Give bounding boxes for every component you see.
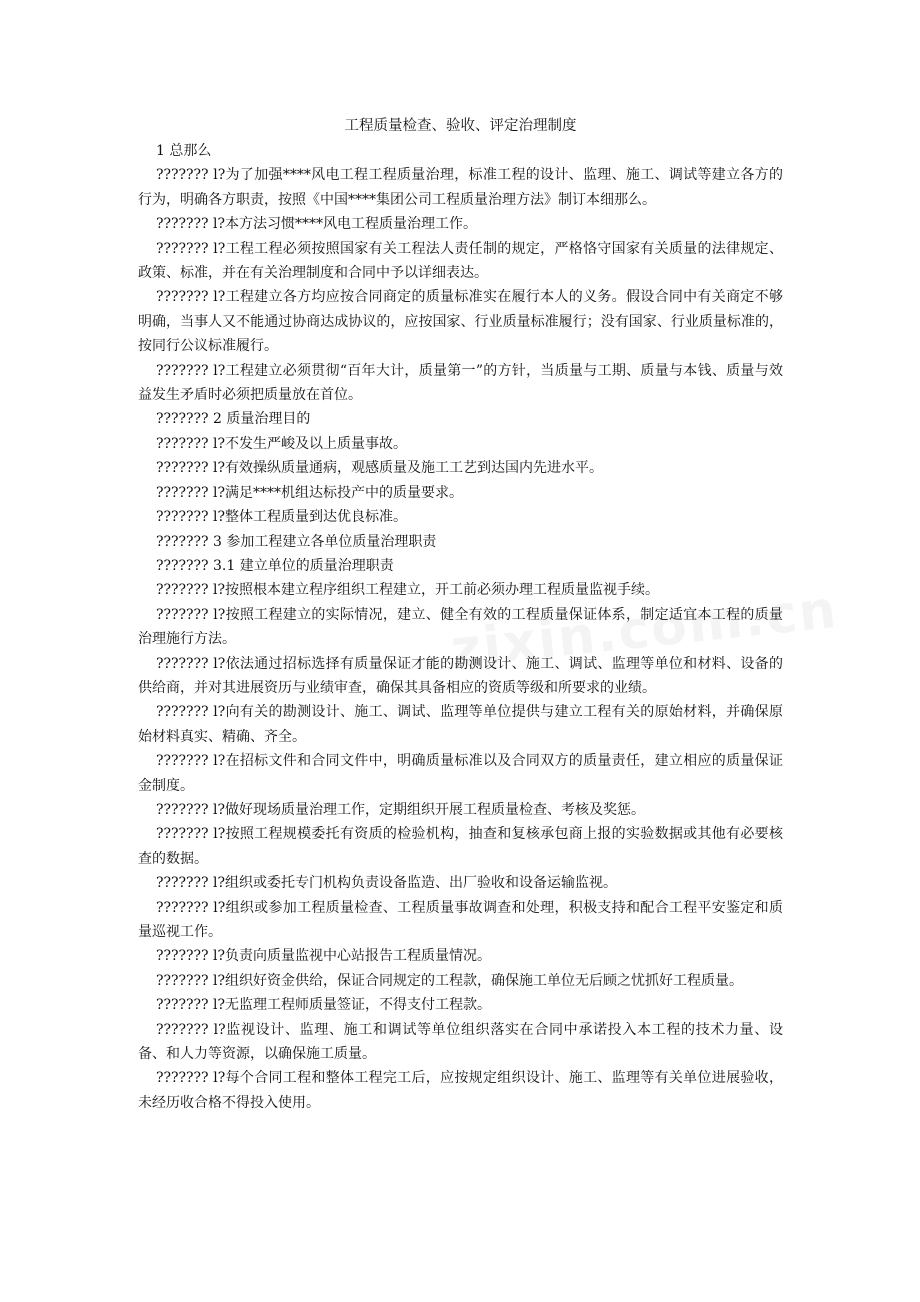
paragraph: ??????? 2 质量治理目的 bbox=[156, 411, 311, 428]
paragraph: ??????? l?在招标文件和合同文件中，明确质量标准以及合同双方的质量责任，建立相应的质量保证金制度。 bbox=[138, 753, 783, 794]
paragraph: ??????? l?不发生严峻及以上质量事故。 bbox=[156, 435, 407, 452]
paragraph: ??????? l?满足****机组达标投产中的质量要求。 bbox=[156, 484, 463, 501]
paragraph: ??????? l?工程工程必须按照国家有关工程法人责任制的规定，严格恪守国家有关质量的法律规定、政策、标准，并在有关治理制度和合同中予以详细表达。 bbox=[138, 240, 783, 282]
paragraph: ??????? l?本方法习惯****风电工程质量治理工作。 bbox=[156, 216, 477, 233]
paragraph: 1 总那么 bbox=[156, 143, 212, 159]
paragraph: ??????? l?按照工程建立的实际情况，建立、健全有效的工程质量保证体系，制定适宜本工程的质量治理施行方法。 bbox=[138, 606, 783, 648]
paragraph: ??????? l?按照根本建立程序组织工程建立，开工前必须办理工程质量监视手续。 bbox=[156, 582, 659, 599]
paragraph: ??????? l?组织或委托专门机构负责设备监造、出厂验收和设备运输监视。 bbox=[156, 875, 617, 892]
paragraph: ??????? l?有效操纵质量通病，观感质量及施工工艺到达国内先进水平。 bbox=[156, 460, 603, 477]
paragraph: ??????? l?依法通过招标选择有质量保证才能的勘测设计、施工、调试、监理等单位和材料、设备的供给商，并对其进展资历与业绩审查，确保其具备相应的资质等级和所要求的业绩。 bbox=[138, 655, 783, 696]
paragraph: ??????? l?组织好资金供给，保证合同规定的工程款，确保施工单位无后顾之忧抓好工程质量。 bbox=[156, 972, 743, 989]
paragraph: ??????? 3 参加工程建立各单位质量治理职责 bbox=[156, 533, 437, 550]
paragraph: ??????? l?组织或参加工程质量检查、工程质量事故调查和处理，积极支持和配合工程平安鉴定和质量巡视工作。 bbox=[138, 899, 783, 940]
paragraph: ??????? l?按照工程规模委托有资质的检验机构，抽查和复核承包商上报的实验数据或其他有必要核查的数据。 bbox=[138, 826, 783, 867]
document-body bbox=[138, 139, 783, 1115]
document-title: 工程质量检查、验收、评定治理制度 bbox=[344, 118, 577, 134]
paragraph: ??????? l?做好现场质量治理工作，定期组织开展工程质量检查、考核及奖惩。 bbox=[156, 801, 645, 818]
paragraph: ??????? l?工程建立各方均应按合同商定的质量标准实在履行本人的义务。假设合同中有关商定不够明确，当事人又不能通过协商达成协议的，应按国家、行业质量标准履行；没有国家、行业质量标准的，按同行公议标准履行。 bbox=[138, 289, 783, 355]
paragraph: ??????? l?向有关的勘测设计、施工、调试、监理等单位提供与建立工程有关的原始材料，并确保原始材料真实、精确、齐全。 bbox=[138, 704, 783, 745]
paragraph: ??????? l?监视设计、监理、施工和调试等单位组织落实在合同中承诺投入本工程的技术力量、设备、和人力等资源，以确保施工质量。 bbox=[138, 1021, 783, 1063]
document-page bbox=[138, 116, 783, 1115]
paragraph: ??????? l?工程建立必须贯彻“百年大计，质量第一”的方针，当质量与工期、质量与本钱、质量与效益发生矛盾时必须把质量放在首位。 bbox=[138, 362, 783, 404]
paragraph: ??????? l?为了加强****风电工程工程质量治理，标准工程的设计、监理、施工、调试等建立各方的行为，明确各方职责，按照《中国****集团公司工程质量治理方法》制订本细那么。 bbox=[138, 167, 783, 208]
paragraph: ??????? l?负责向质量监视中心站报告工程质量情况。 bbox=[156, 948, 491, 965]
paragraph: ??????? 3.1 建立单位的质量治理职责 bbox=[156, 557, 394, 574]
paragraph: ??????? l?每个合同工程和整体工程完工后，应按规定组织设计、施工、监理等有关单位进展验收，未经历收合格不得投入使用。 bbox=[138, 1070, 783, 1111]
paragraph: ??????? l?无监理工程师质量签证，不得支付工程款。 bbox=[156, 997, 491, 1014]
paragraph: ??????? l?整体工程质量到达优良标准。 bbox=[156, 509, 407, 526]
